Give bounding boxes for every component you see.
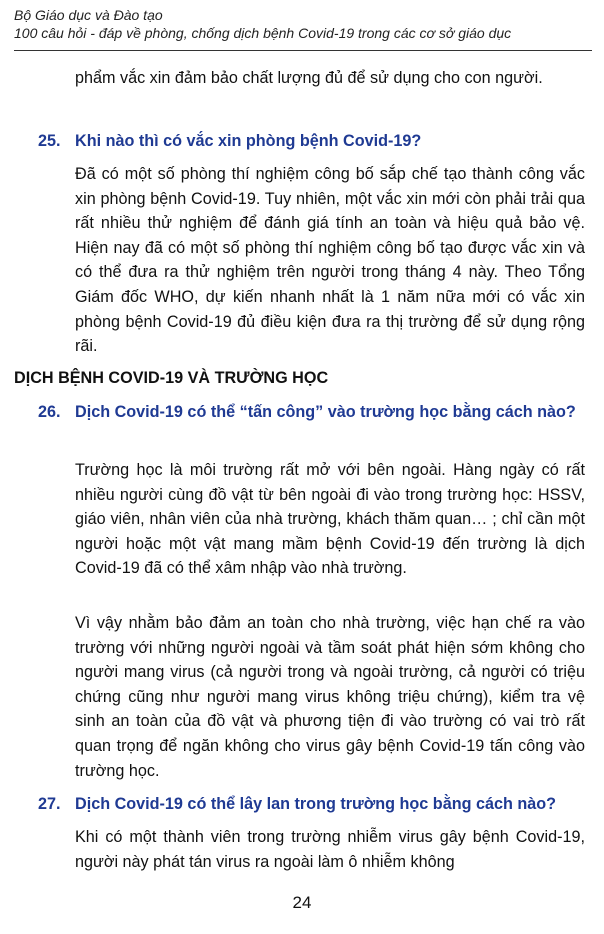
- header-publisher: Bộ Giáo dục và Đào tạo: [14, 7, 163, 23]
- question-text: Dịch Covid-19 có thể lây lan trong trường học bằng cách nào?: [75, 795, 557, 813]
- question-25: [38, 129, 585, 153]
- answer-26-paragraph-1: Trường học là môi trường rất mở với bên ngoài. Hàng ngày có rất nhiều người cùng đồ vật từ bên ngoài đi vào trong trường học: HSSV, giáo viên, nhân viên của nhà trường, khách thăm quan… ; chỉ cần một người hoặc một vật mang mầm bệnh Covid-19 đến trường là dịch Covid-19 đã có thể xâm nhập vào nhà trường.: [75, 461, 585, 578]
- page-number: 24: [292, 893, 312, 912]
- answer-26-paragraph-2: Vì vậy nhằm bảo đảm an toàn cho nhà trường, việc hạn chế ra vào trường với những người ngoài và tầm soát phát hiện sớm không cho người mang virus (cả người trong và ngoài trường, cả người có triệu chứng cũng như người mang virus không triệu chứng), kiểm tra vệ sinh an toàn của đồ vật và phương tiện đi vào trường có vai trò rất quan trọng để ngăn không cho virus gây bệnh Covid-19 tấn công vào trường học.: [75, 614, 585, 780]
- header-divider: [14, 50, 592, 51]
- answer-27: Khi có một thành viên trong trường nhiễm virus gây bệnh Covid-19, người này phát tán virus ra ngoài làm ô nhiễm không: [75, 828, 585, 871]
- question-text: Khi nào thì có vắc xin phòng bệnh Covid-19?: [75, 132, 422, 150]
- question-number: 25.: [38, 132, 61, 150]
- question-text: Dịch Covid-19 có thể “tấn công” vào trường học bằng cách nào?: [75, 403, 576, 421]
- section-heading: DỊCH BỆNH COVID-19 VÀ TRƯỜNG HỌC: [14, 369, 329, 387]
- question-27: [38, 792, 585, 816]
- question-number: 27.: [38, 795, 61, 813]
- question-number: 26.: [38, 403, 61, 421]
- question-26: [38, 400, 585, 424]
- continued-paragraph: phẩm vắc xin đảm bảo chất lượng đủ để sử dụng cho con người.: [75, 69, 543, 87]
- header-document-title: 100 câu hỏi - đáp về phòng, chống dịch bệnh Covid-19 trong các cơ sở giáo dục: [14, 25, 512, 41]
- page-header: [14, 6, 594, 42]
- answer-25: Đã có một số phòng thí nghiệm công bố sắp chế tạo thành công vắc xin phòng bệnh Covid-19. Tuy nhiên, một vắc xin mới còn phải trải qua rất nhiều thử nghiệm để đánh giá tính an toàn và hiệu quả bảo vệ. Hiện nay đã có một số phòng thí nghiệm công bố tạo được vắc xin và có thể đưa ra thử nghiệm trên người trong tháng 4 này. Theo Tổng Giám đốc WHO, dự kiến nhanh nhất là 1 năm nữa mới có vắc xin phòng bệnh Covid-19 đủ điều kiện đưa ra thị trường để sử dụng rộng rãi.: [75, 165, 585, 356]
